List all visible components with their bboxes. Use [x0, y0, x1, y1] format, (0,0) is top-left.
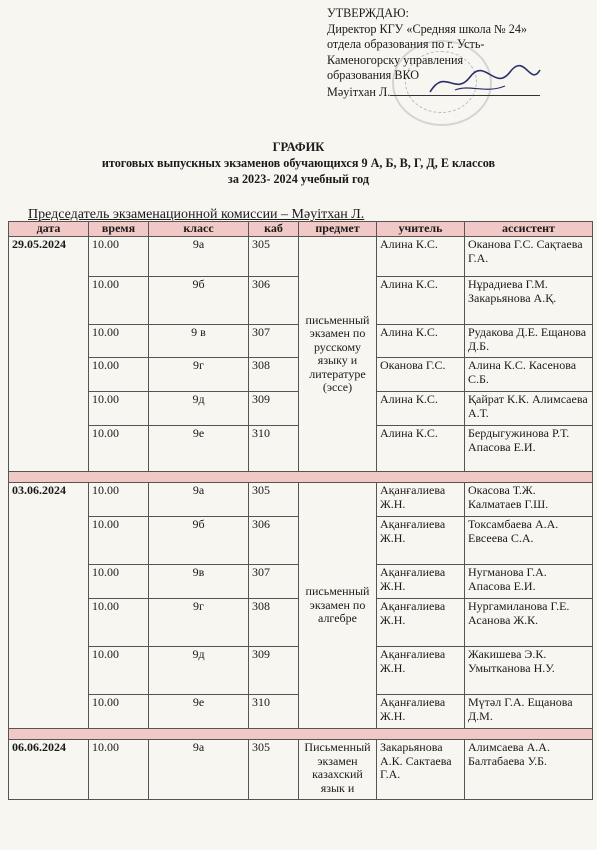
exam-time: 10.00 — [89, 392, 149, 426]
exam-teacher: Алина К.С. — [377, 426, 465, 472]
exam-class: 9г — [149, 358, 249, 392]
header-teacher: учитель — [377, 222, 465, 237]
exam-teacher: Алина К.С. — [377, 237, 465, 277]
exam-assistant: Алимсаева А.А. Балтабаева У.Б. — [465, 740, 593, 800]
exam-time: 10.00 — [89, 483, 149, 517]
exam-teacher: Ақанғалиева Ж.Н. — [377, 483, 465, 517]
exam-class: 9б — [149, 277, 249, 325]
approval-line: Директор КГУ «Средняя школа № 24» — [327, 21, 528, 36]
approval-heading: УТВЕРЖДАЮ: — [327, 6, 409, 20]
exam-room: 307 — [249, 325, 299, 358]
exam-class: 9е — [149, 695, 249, 729]
exam-room: 306 — [249, 277, 299, 325]
table-row — [9, 483, 593, 517]
document-title: ГРАФИК — [272, 140, 325, 154]
exam-subject: Письменный экзамен казахский язык и — [299, 740, 377, 800]
exam-class: 9е — [149, 426, 249, 472]
exam-time: 10.00 — [89, 277, 149, 325]
exam-room: 305 — [249, 483, 299, 517]
exam-class: 9д — [149, 647, 249, 695]
exam-assistant: Мүтәл Г.А. Ещанова Д.М. — [465, 695, 593, 729]
exam-room: 308 — [249, 599, 299, 647]
exam-date: 29.05.2024 — [9, 237, 89, 472]
approval-line: образования ВКО — [327, 68, 420, 82]
header-subject: предмет — [299, 222, 377, 237]
exam-class: 9а — [149, 483, 249, 517]
exam-time: 10.00 — [89, 237, 149, 277]
exam-room: 305 — [249, 237, 299, 277]
exam-assistant: Қайрат К.К. Алимсаева А.Т. — [465, 392, 593, 426]
exam-time: 10.00 — [89, 426, 149, 472]
exam-room: 307 — [249, 565, 299, 599]
exam-class: 9а — [149, 740, 249, 800]
exam-assistant: Нұрадиева Г.М. Закарьянова А.Қ. — [465, 277, 593, 325]
exam-class: 9в — [149, 565, 249, 599]
exam-time: 10.00 — [89, 565, 149, 599]
exam-time: 10.00 — [89, 647, 149, 695]
exam-teacher: Алина К.С. — [377, 325, 465, 358]
exam-assistant: Рудакова Д.Е. Ещанова Д.Б. — [465, 325, 593, 358]
exam-time: 10.00 — [89, 740, 149, 800]
header-date: дата — [9, 222, 89, 237]
handwritten-signature — [425, 62, 545, 102]
exam-assistant: Окасова Т.Ж. Калматаев Г.Ш. — [465, 483, 593, 517]
approval-line: Каменогорску управления — [327, 52, 464, 67]
table-row — [9, 237, 593, 277]
exam-teacher: Ақанғалиева Ж.Н. — [377, 517, 465, 565]
exam-class: 9д — [149, 392, 249, 426]
exam-class: 9г — [149, 599, 249, 647]
exam-assistant: Алина К.С. Касенова С.Б. — [465, 358, 593, 392]
exam-assistant: Бердыгужинова Р.Т. Апасова Е.И. — [465, 426, 593, 472]
exam-teacher: Закарьянова А.К. Сактаева Г.А. — [377, 740, 465, 800]
document-subtitle: итоговых выпускных экзаменов обучающихся 9 А, Б, В, Г, Д, Е классов — [101, 156, 496, 170]
header-assistant: ассистент — [465, 222, 593, 237]
exam-class: 9а — [149, 237, 249, 277]
exam-room: 310 — [249, 426, 299, 472]
exam-teacher: Алина К.С. — [377, 277, 465, 325]
exam-class: 9б — [149, 517, 249, 565]
exam-teacher: Алина К.С. — [377, 392, 465, 426]
exam-assistant: Нургамиланова Г.Е. Асанова Ж.К. — [465, 599, 593, 647]
exam-date: 03.06.2024 — [9, 483, 89, 729]
exam-teacher: Ақанғалиева Ж.Н. — [377, 695, 465, 729]
exam-time: 10.00 — [89, 325, 149, 358]
exam-assistant: Нугманова Г.А. Апасова Е.И. — [465, 565, 593, 599]
exam-assistant: Жакишева Э.К. Умытканова Н.У. — [465, 647, 593, 695]
exam-schedule-table — [8, 221, 593, 800]
group-separator — [9, 729, 593, 740]
exam-time: 10.00 — [89, 358, 149, 392]
exam-room: 309 — [249, 647, 299, 695]
exam-teacher: Ақанғалиева Ж.Н. — [377, 647, 465, 695]
exam-teacher: Оканова Г.С. — [377, 358, 465, 392]
exam-room: 309 — [249, 392, 299, 426]
exam-assistant: Токсамбаева А.А. Евсеева С.А. — [465, 517, 593, 565]
group-separator — [9, 472, 593, 483]
exam-date: 06.06.2024 — [9, 740, 89, 800]
exam-room: 305 — [249, 740, 299, 800]
commission-chair: Председатель экзаменационной комиссии – Мәуітхан Л. — [28, 207, 365, 222]
exam-class: 9 в — [149, 325, 249, 358]
table-row — [9, 740, 593, 800]
document-year: за 2023- 2024 учебный год — [227, 172, 370, 186]
exam-time: 10.00 — [89, 517, 149, 565]
exam-time: 10.00 — [89, 695, 149, 729]
approval-name: Мәуітхан Л. — [327, 84, 391, 99]
table-header-row — [9, 222, 593, 237]
exam-teacher: Ақанғалиева Ж.Н. — [377, 599, 465, 647]
header-room: каб — [249, 222, 299, 237]
exam-room: 308 — [249, 358, 299, 392]
exam-room: 306 — [249, 517, 299, 565]
header-class: класс — [149, 222, 249, 237]
exam-subject: письменный экзамен по русскому языку и литературе (эссе) — [299, 237, 377, 472]
exam-room: 310 — [249, 695, 299, 729]
exam-time: 10.00 — [89, 599, 149, 647]
exam-subject: письменный экзамен по алгебре — [299, 483, 377, 729]
exam-teacher: Ақанғалиева Ж.Н. — [377, 565, 465, 599]
exam-assistant: Оканова Г.С. Сақтаева Г.А. — [465, 237, 593, 277]
header-time: время — [89, 222, 149, 237]
approval-line: отдела образования по г. Усть- — [327, 37, 485, 51]
